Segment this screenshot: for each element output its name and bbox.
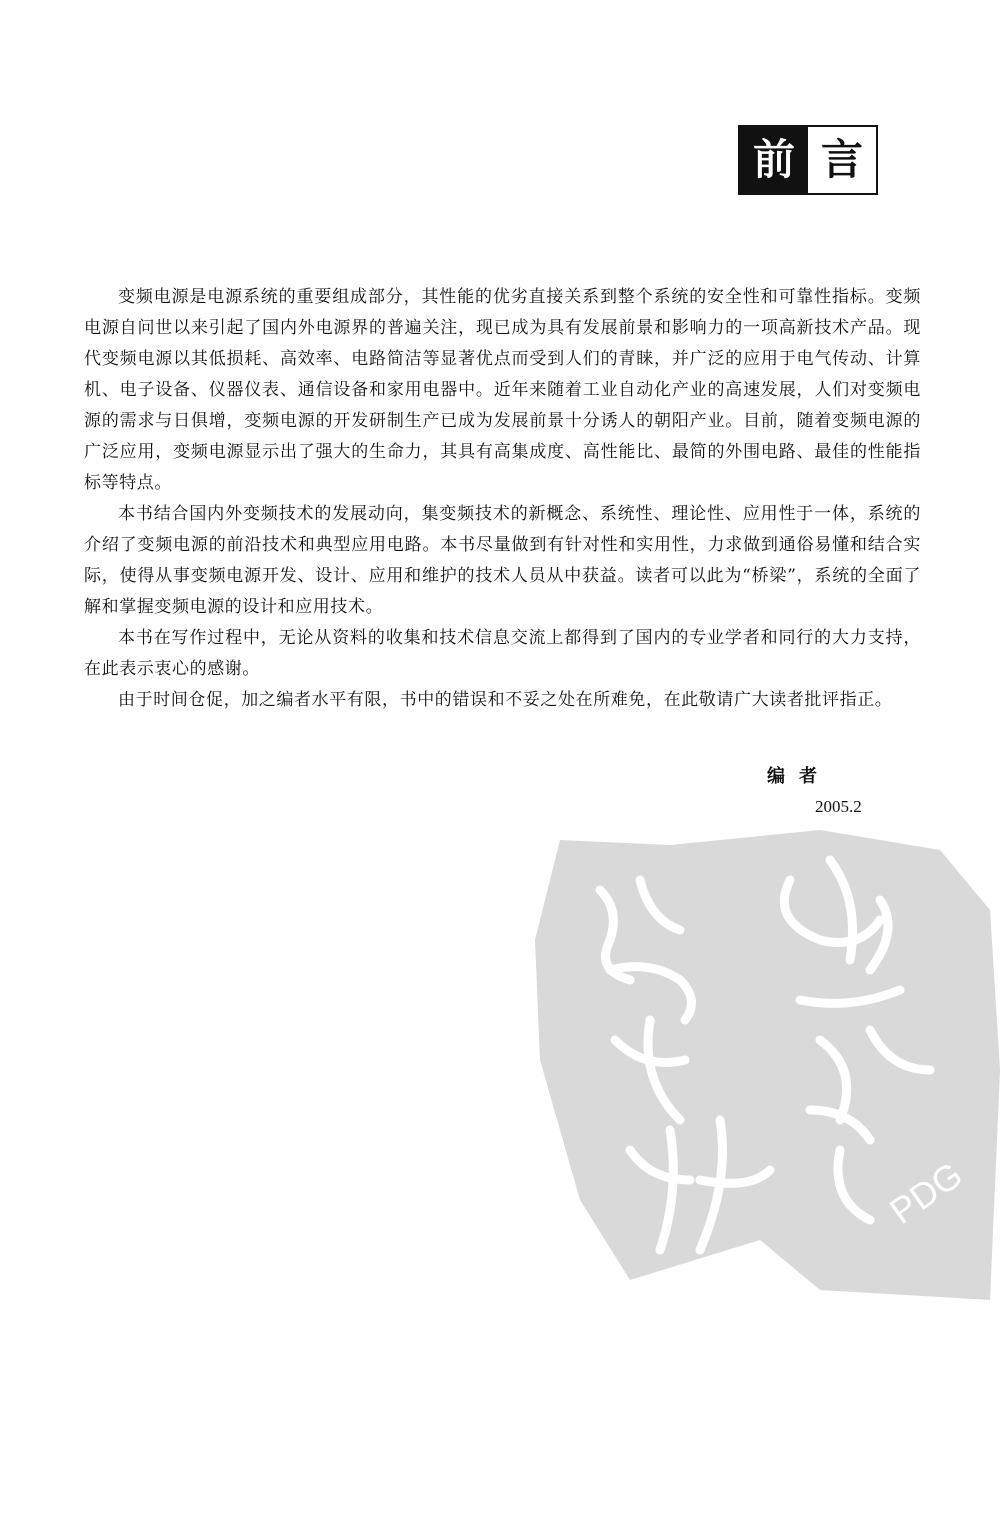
watermark-seal — [520, 820, 1000, 1310]
preface-title — [738, 125, 878, 195]
signature-date: 2005.2 — [815, 797, 862, 816]
title-char-2: 言 — [808, 127, 876, 193]
paragraph-4: 由于时间仓促，加之编者水平有限，书中的错误和不妥之处在所难免，在此敬请广大读者批评指正。 — [118, 690, 893, 710]
paragraph-1: 变频电源是电源系统的重要组成部分，其性能的优劣直接关系到整个系统的安全性和可靠性指标。变频电源自问世以来引起了国内外电源界的普遍关注，现已成为具有发展前景和影响力的一项高新技术产品。现代变频电源以其低损耗、高效率、电路简洁等显著优点而受到人们的青睐，并广泛的应用于电气传动、计算机、电子设备、仪器仪表、通信设备和家用电器中。近年来随着工业自动化产业的高速发展，人们对变频电源的需求与日俱增，变频电源的开发研制生产已成为发展前景十分诱人的朝阳产业。目前，随着变频电源的广泛应用，变频电源显示出了强大的生命力，其具有高集成度、高性能比、最简的外围电路、最佳的性能指标等特点。 — [84, 287, 921, 493]
signature-author: 编者 — [767, 766, 831, 787]
preface-body — [84, 282, 921, 716]
paragraph-2: 本书结合国内外变频技术的发展动向，集变频技术的新概念、系统性、理论性、应用性于一体，系统的介绍了变频电源的前沿技术和典型应用电路。本书尽量做到有针对性和实用性，力求做到通俗易懂和结合实际，使得从事变频电源开发、设计、应用和维护的技术人员从中获益。读者可以此为“桥梁”，系统的全面了解和掌握变频电源的设计和应用技术。 — [84, 504, 921, 617]
watermark-label: PDG — [882, 1153, 970, 1232]
title-char-1: 前 — [740, 127, 808, 193]
paragraph-3: 本书在写作过程中，无论从资料的收集和技术信息交流上都得到了国内的专业学者和同行的大力支持，在此表示衷心的感谢。 — [84, 628, 921, 679]
